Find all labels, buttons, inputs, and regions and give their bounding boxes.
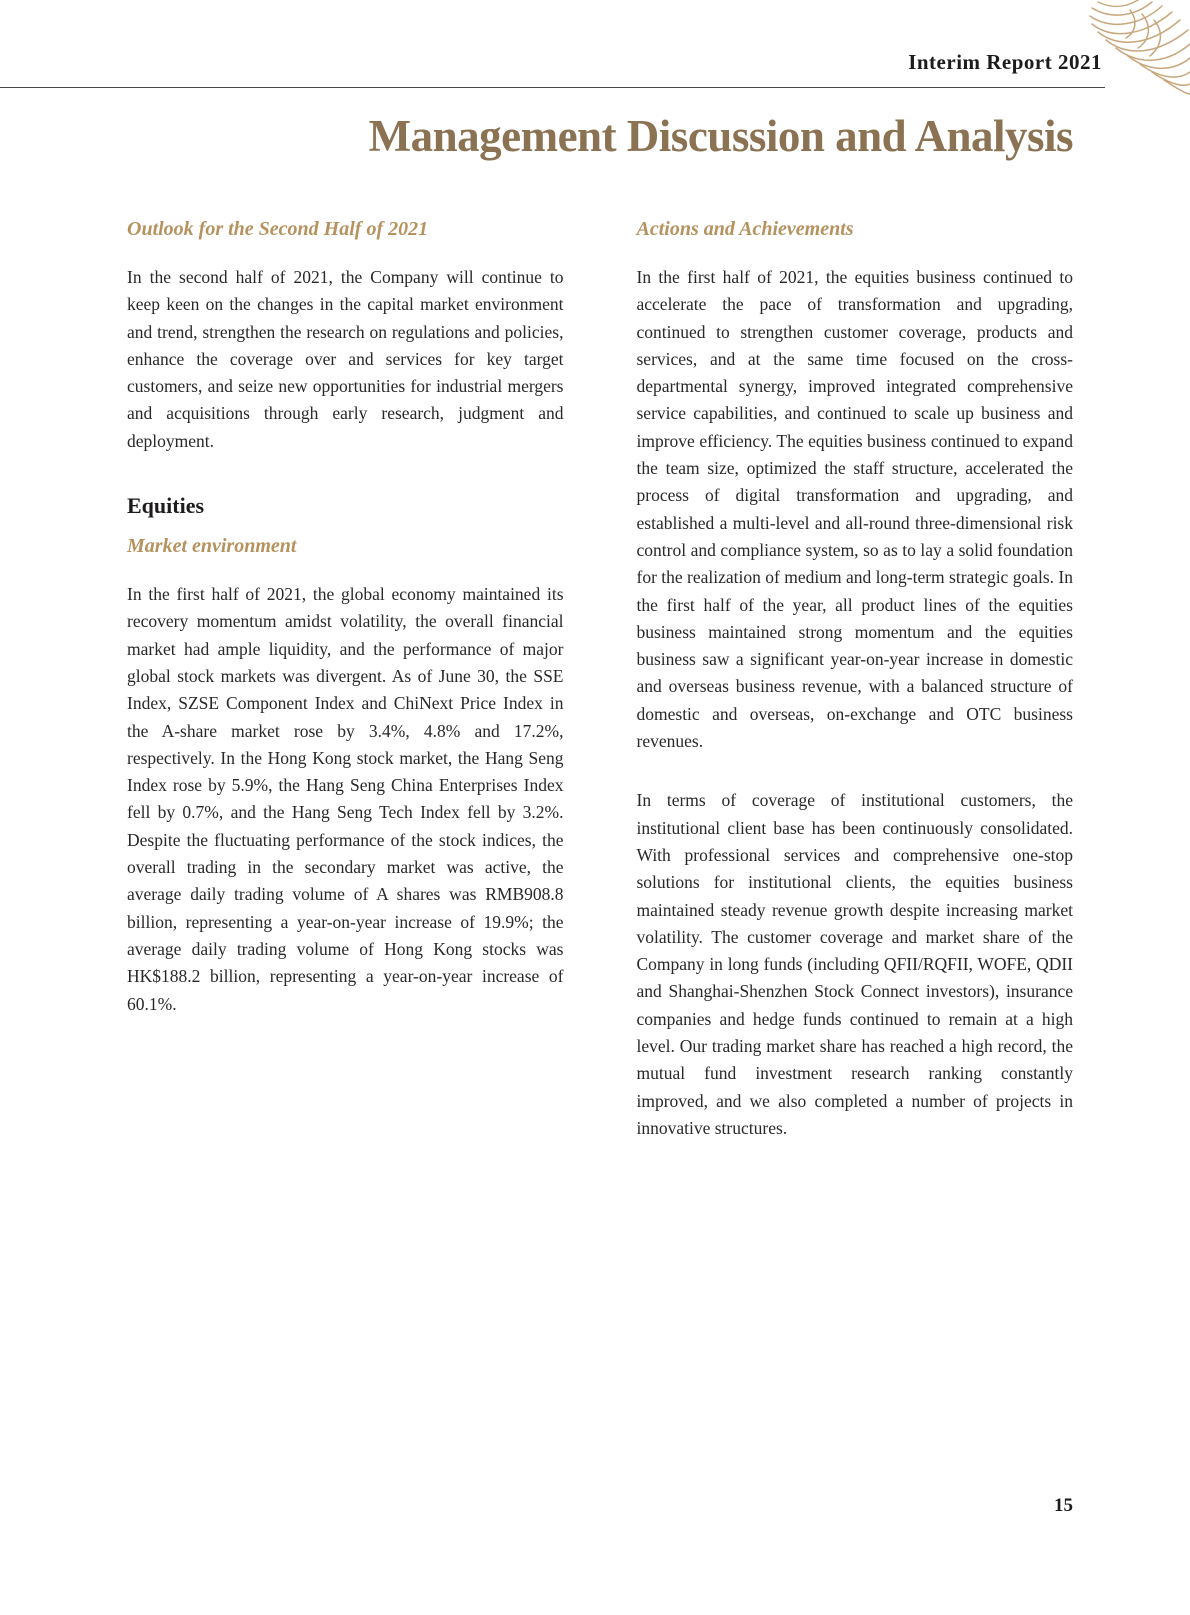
actions-paragraph-1: In the first half of 2021, the equities business continued to accelerate the pace of transformation and upgrading, continued to strengthen customer coverage, products and services, and at the same time focused on the cross-departmental synergy, improved integrated comprehensive service capabilities, and continued to scale up business and improve efficiency. The equities business continued to expand the team size, optimized the staff structure, accelerated the process of digital transformation and upgrading, and established a multi-level and all-round three-dimensional risk control and compliance system, so as to lay a solid foundation for the realization of medium and long-term strategic goals. In the first half of the year, all product lines of the equities business maintained strong momentum and the equities business saw a significant year-on-year increase in domestic and overseas business revenue, with a balanced structure of domestic and overseas, on-exchange and OTC business revenues. [636, 267, 1073, 752]
paragraph-spacer [637, 755, 1074, 787]
right-column [637, 218, 1074, 1142]
market-environment-paragraph: In the first half of 2021, the global economy maintained its recovery momentum amidst volatility, the overall financial market had ample liquidity, and the performance of major global stock markets was divergent. As of June 30, the SSE Index, SZSE Component Index and ChiNext Price Index in the A-share market rose by 3.4%, 4.8% and 17.2%, respectively. In the Hong Kong stock market, the Hang Seng Index rose by 5.9%, the Hang Seng China Enterprises Index fell by 0.7%, and the Hang Seng Tech Index fell by 3.2%. Despite the fluctuating performance of the stock indices, the overall trading in the secondary market was active, the average daily trading volume of A shares was RMB908.8 billion, representing a year-on-year increase of 19.9%; the average daily trading volume of Hong Kong stocks was HK$188.2 billion, representing a year-on-year increase of 60.1%. [127, 584, 564, 1014]
outlook-heading: Outlook for the Second Half of 2021 [127, 218, 429, 240]
page-title: Management Discussion and Analysis [368, 111, 1073, 161]
outlook-paragraph: In the second half of 2021, the Company will continue to keep keen on the changes in the capital market environment and trend, strengthen the research on regulations and policies, enhance the coverage over and services for key target customers, and seize new opportunities for industrial mergers and acquisitions through early research, judgment and deployment. [127, 267, 564, 451]
two-column-body [127, 218, 1073, 1142]
page-header [0, 0, 1190, 88]
equities-heading: Equities [127, 493, 205, 519]
page-number: 15 [1054, 1495, 1073, 1516]
actions-achievements-heading: Actions and Achievements [636, 218, 854, 240]
market-environment-heading: Market environment [127, 535, 297, 558]
report-title-label: Interim Report 2021 [908, 50, 1102, 74]
left-column [127, 218, 564, 1142]
actions-paragraph-2: In terms of coverage of institutional customers, the institutional client base has been continuously consolidated. With professional services and comprehensive one-stop solutions for institutional clients, the equities business maintained steady revenue growth despite increasing market volatility. The customer coverage and market share of the Company in long funds (including QFII/RQFII, WOFE, QDII and Shanghai-Shenzhen Stock Connect investors), insurance companies and hedge funds continued to remain at a high level. Our trading market share has reached a high record, the mutual fund investment research ranking constantly improved, and we also completed a number of projects in innovative structures. [636, 790, 1073, 1138]
header-divider [0, 87, 1105, 88]
